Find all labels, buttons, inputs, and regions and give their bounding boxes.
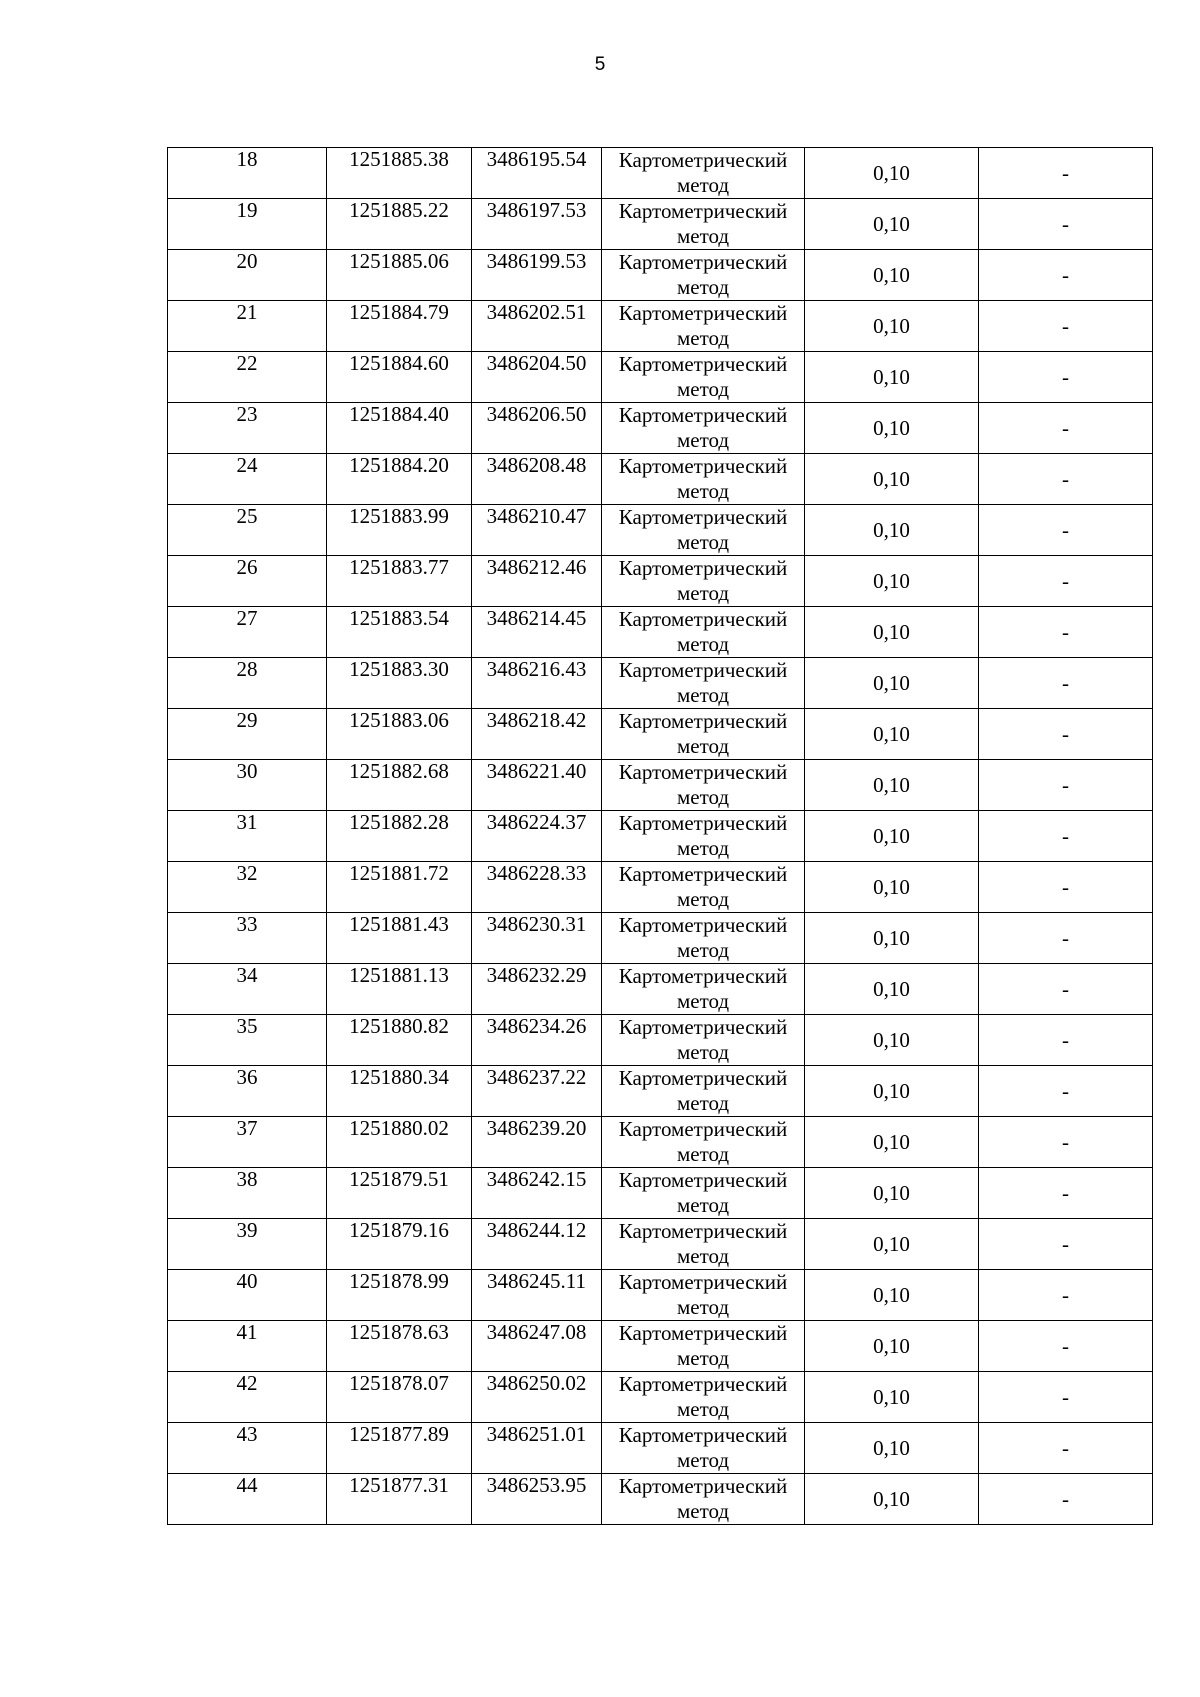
x-coordinate-cell: 1251878.99 xyxy=(327,1270,472,1321)
description-cell: - xyxy=(979,1219,1153,1270)
accuracy-cell: 0,10 xyxy=(805,352,979,403)
point-number-cell: 28 xyxy=(168,658,327,709)
y-coordinate-cell: 3486199.53 xyxy=(472,250,602,301)
point-number-cell: 21 xyxy=(168,301,327,352)
method-line-2: метод xyxy=(676,1091,730,1115)
y-coordinate-cell: 3486251.01 xyxy=(472,1423,602,1474)
method-line-1: Картометрический xyxy=(618,1372,788,1396)
method-cell xyxy=(602,1219,805,1270)
table-row xyxy=(168,148,1153,199)
description-cell: - xyxy=(979,352,1153,403)
description-cell: - xyxy=(979,1015,1153,1066)
x-coordinate-cell: 1251879.16 xyxy=(327,1219,472,1270)
method-line-1: Картометрический xyxy=(618,1117,788,1141)
y-coordinate-cell: 3486230.31 xyxy=(472,913,602,964)
x-coordinate-cell: 1251884.79 xyxy=(327,301,472,352)
method-cell xyxy=(602,658,805,709)
description-cell: - xyxy=(979,403,1153,454)
accuracy-cell: 0,10 xyxy=(805,913,979,964)
accuracy-cell: 0,10 xyxy=(805,1372,979,1423)
point-number-cell: 22 xyxy=(168,352,327,403)
description-cell: - xyxy=(979,709,1153,760)
method-line-2: метод xyxy=(676,1244,730,1268)
method-line-1: Картометрический xyxy=(618,862,788,886)
x-coordinate-cell: 1251885.06 xyxy=(327,250,472,301)
table-row xyxy=(168,1015,1153,1066)
y-coordinate-cell: 3486234.26 xyxy=(472,1015,602,1066)
method-line-2: метод xyxy=(676,173,730,197)
method-line-2: метод xyxy=(676,1142,730,1166)
method-line-2: метод xyxy=(676,887,730,911)
y-coordinate-cell: 3486206.50 xyxy=(472,403,602,454)
method-line-2: метод xyxy=(676,989,730,1013)
y-coordinate-cell: 3486197.53 xyxy=(472,199,602,250)
method-line-2: метод xyxy=(676,377,730,401)
table-row xyxy=(168,1117,1153,1168)
description-cell: - xyxy=(979,301,1153,352)
x-coordinate-cell: 1251881.72 xyxy=(327,862,472,913)
x-coordinate-cell: 1251884.40 xyxy=(327,403,472,454)
description-cell: - xyxy=(979,862,1153,913)
description-cell: - xyxy=(979,1474,1153,1525)
x-coordinate-cell: 1251884.20 xyxy=(327,454,472,505)
point-number-cell: 42 xyxy=(168,1372,327,1423)
table-row xyxy=(168,1219,1153,1270)
point-number-cell: 37 xyxy=(168,1117,327,1168)
x-coordinate-cell: 1251877.89 xyxy=(327,1423,472,1474)
y-coordinate-cell: 3486212.46 xyxy=(472,556,602,607)
point-number-cell: 24 xyxy=(168,454,327,505)
y-coordinate-cell: 3486195.54 xyxy=(472,148,602,199)
method-cell xyxy=(602,1168,805,1219)
accuracy-cell: 0,10 xyxy=(805,1015,979,1066)
method-line-2: метод xyxy=(676,275,730,299)
method-cell xyxy=(602,403,805,454)
method-line-2: метод xyxy=(676,938,730,962)
y-coordinate-cell: 3486244.12 xyxy=(472,1219,602,1270)
accuracy-cell: 0,10 xyxy=(805,454,979,505)
x-coordinate-cell: 1251877.31 xyxy=(327,1474,472,1525)
accuracy-cell: 0,10 xyxy=(805,1117,979,1168)
description-cell: - xyxy=(979,250,1153,301)
y-coordinate-cell: 3486247.08 xyxy=(472,1321,602,1372)
x-coordinate-cell: 1251883.30 xyxy=(327,658,472,709)
y-coordinate-cell: 3486239.20 xyxy=(472,1117,602,1168)
description-cell: - xyxy=(979,1270,1153,1321)
method-cell xyxy=(602,301,805,352)
table-row xyxy=(168,352,1153,403)
method-cell xyxy=(602,1321,805,1372)
method-line-1: Картометрический xyxy=(618,811,788,835)
method-line-1: Картометрический xyxy=(618,1015,788,1039)
accuracy-cell: 0,10 xyxy=(805,403,979,454)
x-coordinate-cell: 1251880.82 xyxy=(327,1015,472,1066)
description-cell: - xyxy=(979,1066,1153,1117)
coordinates-table xyxy=(167,147,1153,1525)
point-number-cell: 18 xyxy=(168,148,327,199)
method-line-2: метод xyxy=(676,224,730,248)
x-coordinate-cell: 1251881.43 xyxy=(327,913,472,964)
accuracy-cell: 0,10 xyxy=(805,1474,979,1525)
description-cell: - xyxy=(979,1117,1153,1168)
method-line-1: Картометрический xyxy=(618,403,788,427)
point-number-cell: 38 xyxy=(168,1168,327,1219)
method-cell xyxy=(602,505,805,556)
point-number-cell: 40 xyxy=(168,1270,327,1321)
method-cell xyxy=(602,607,805,658)
description-cell: - xyxy=(979,811,1153,862)
method-cell xyxy=(602,913,805,964)
table-row xyxy=(168,301,1153,352)
point-number-cell: 43 xyxy=(168,1423,327,1474)
table-row xyxy=(168,1168,1153,1219)
y-coordinate-cell: 3486228.33 xyxy=(472,862,602,913)
y-coordinate-cell: 3486210.47 xyxy=(472,505,602,556)
description-cell: - xyxy=(979,1321,1153,1372)
method-cell xyxy=(602,454,805,505)
table-row xyxy=(168,505,1153,556)
method-line-2: метод xyxy=(676,1295,730,1319)
method-line-1: Картометрический xyxy=(618,1474,788,1498)
method-line-1: Картометрический xyxy=(618,199,788,223)
point-number-cell: 25 xyxy=(168,505,327,556)
page-number: 5 xyxy=(594,54,606,75)
accuracy-cell: 0,10 xyxy=(805,148,979,199)
method-line-1: Картометрический xyxy=(618,1168,788,1192)
y-coordinate-cell: 3486221.40 xyxy=(472,760,602,811)
method-line-1: Картометрический xyxy=(618,352,788,376)
method-cell xyxy=(602,1066,805,1117)
description-cell: - xyxy=(979,1168,1153,1219)
method-cell xyxy=(602,199,805,250)
x-coordinate-cell: 1251880.02 xyxy=(327,1117,472,1168)
accuracy-cell: 0,10 xyxy=(805,1423,979,1474)
x-coordinate-cell: 1251883.54 xyxy=(327,607,472,658)
method-cell xyxy=(602,352,805,403)
point-number-cell: 41 xyxy=(168,1321,327,1372)
method-line-1: Картометрический xyxy=(618,913,788,937)
point-number-cell: 39 xyxy=(168,1219,327,1270)
accuracy-cell: 0,10 xyxy=(805,250,979,301)
method-cell xyxy=(602,1270,805,1321)
method-cell xyxy=(602,760,805,811)
y-coordinate-cell: 3486204.50 xyxy=(472,352,602,403)
x-coordinate-cell: 1251883.99 xyxy=(327,505,472,556)
method-cell xyxy=(602,148,805,199)
method-line-2: метод xyxy=(676,632,730,656)
accuracy-cell: 0,10 xyxy=(805,556,979,607)
accuracy-cell: 0,10 xyxy=(805,709,979,760)
method-line-2: метод xyxy=(676,1448,730,1472)
accuracy-cell: 0,10 xyxy=(805,199,979,250)
accuracy-cell: 0,10 xyxy=(805,964,979,1015)
method-line-2: метод xyxy=(676,1346,730,1370)
accuracy-cell: 0,10 xyxy=(805,862,979,913)
description-cell: - xyxy=(979,556,1153,607)
point-number-cell: 31 xyxy=(168,811,327,862)
method-line-2: метод xyxy=(676,734,730,758)
description-cell: - xyxy=(979,607,1153,658)
point-number-cell: 29 xyxy=(168,709,327,760)
method-line-1: Картометрический xyxy=(618,964,788,988)
method-cell xyxy=(602,1117,805,1168)
table-row xyxy=(168,862,1153,913)
method-line-1: Картометрический xyxy=(618,760,788,784)
accuracy-cell: 0,10 xyxy=(805,1219,979,1270)
point-number-cell: 30 xyxy=(168,760,327,811)
x-coordinate-cell: 1251880.34 xyxy=(327,1066,472,1117)
y-coordinate-cell: 3486245.11 xyxy=(472,1270,602,1321)
accuracy-cell: 0,10 xyxy=(805,1270,979,1321)
method-line-1: Картометрический xyxy=(618,1321,788,1345)
accuracy-cell: 0,10 xyxy=(805,658,979,709)
description-cell: - xyxy=(979,913,1153,964)
method-line-1: Картометрический xyxy=(618,607,788,631)
point-number-cell: 20 xyxy=(168,250,327,301)
method-line-1: Картометрический xyxy=(618,1423,788,1447)
table-row xyxy=(168,1372,1153,1423)
method-line-1: Картометрический xyxy=(618,250,788,274)
table-row xyxy=(168,1423,1153,1474)
x-coordinate-cell: 1251882.68 xyxy=(327,760,472,811)
method-line-2: метод xyxy=(676,785,730,809)
point-number-cell: 36 xyxy=(168,1066,327,1117)
point-number-cell: 19 xyxy=(168,199,327,250)
y-coordinate-cell: 3486237.22 xyxy=(472,1066,602,1117)
x-coordinate-cell: 1251885.38 xyxy=(327,148,472,199)
x-coordinate-cell: 1251878.63 xyxy=(327,1321,472,1372)
table-row xyxy=(168,403,1153,454)
description-cell: - xyxy=(979,199,1153,250)
accuracy-cell: 0,10 xyxy=(805,1066,979,1117)
y-coordinate-cell: 3486214.45 xyxy=(472,607,602,658)
accuracy-cell: 0,10 xyxy=(805,760,979,811)
y-coordinate-cell: 3486253.95 xyxy=(472,1474,602,1525)
y-coordinate-cell: 3486216.43 xyxy=(472,658,602,709)
x-coordinate-cell: 1251883.06 xyxy=(327,709,472,760)
description-cell: - xyxy=(979,658,1153,709)
point-number-cell: 34 xyxy=(168,964,327,1015)
method-line-1: Картометрический xyxy=(618,454,788,478)
method-line-2: метод xyxy=(676,836,730,860)
method-line-1: Картометрический xyxy=(618,556,788,580)
method-line-1: Картометрический xyxy=(618,709,788,733)
table-row xyxy=(168,250,1153,301)
table-body xyxy=(168,148,1153,1525)
method-line-1: Картометрический xyxy=(618,1219,788,1243)
method-line-1: Картометрический xyxy=(618,301,788,325)
method-cell xyxy=(602,964,805,1015)
method-line-2: метод xyxy=(676,479,730,503)
method-line-2: метод xyxy=(676,530,730,554)
method-cell xyxy=(602,250,805,301)
method-cell xyxy=(602,862,805,913)
accuracy-cell: 0,10 xyxy=(805,811,979,862)
y-coordinate-cell: 3486208.48 xyxy=(472,454,602,505)
x-coordinate-cell: 1251879.51 xyxy=(327,1168,472,1219)
accuracy-cell: 0,10 xyxy=(805,505,979,556)
method-line-1: Картометрический xyxy=(618,1066,788,1090)
method-line-2: метод xyxy=(676,1499,730,1523)
method-cell xyxy=(602,1423,805,1474)
method-line-2: метод xyxy=(676,1397,730,1421)
description-cell: - xyxy=(979,148,1153,199)
point-number-cell: 35 xyxy=(168,1015,327,1066)
description-cell: - xyxy=(979,1372,1153,1423)
method-cell xyxy=(602,811,805,862)
x-coordinate-cell: 1251883.77 xyxy=(327,556,472,607)
x-coordinate-cell: 1251878.07 xyxy=(327,1372,472,1423)
y-coordinate-cell: 3486202.51 xyxy=(472,301,602,352)
method-line-2: метод xyxy=(676,428,730,452)
point-number-cell: 27 xyxy=(168,607,327,658)
method-cell xyxy=(602,709,805,760)
table-row xyxy=(168,760,1153,811)
table-row xyxy=(168,454,1153,505)
table-row xyxy=(168,199,1153,250)
table-row xyxy=(168,964,1153,1015)
method-line-1: Картометрический xyxy=(618,1270,788,1294)
method-line-2: метод xyxy=(676,581,730,605)
y-coordinate-cell: 3486232.29 xyxy=(472,964,602,1015)
table-row xyxy=(168,1270,1153,1321)
method-line-1: Картометрический xyxy=(618,148,788,172)
method-line-2: метод xyxy=(676,683,730,707)
y-coordinate-cell: 3486218.42 xyxy=(472,709,602,760)
table-row xyxy=(168,1474,1153,1525)
table-row xyxy=(168,1321,1153,1372)
method-cell xyxy=(602,556,805,607)
x-coordinate-cell: 1251882.28 xyxy=(327,811,472,862)
y-coordinate-cell: 3486242.15 xyxy=(472,1168,602,1219)
method-line-1: Картометрический xyxy=(618,505,788,529)
description-cell: - xyxy=(979,454,1153,505)
x-coordinate-cell: 1251881.13 xyxy=(327,964,472,1015)
method-line-2: метод xyxy=(676,1040,730,1064)
description-cell: - xyxy=(979,964,1153,1015)
point-number-cell: 33 xyxy=(168,913,327,964)
accuracy-cell: 0,10 xyxy=(805,607,979,658)
table-row xyxy=(168,607,1153,658)
method-line-1: Картометрический xyxy=(618,658,788,682)
point-number-cell: 44 xyxy=(168,1474,327,1525)
method-line-2: метод xyxy=(676,326,730,350)
table-row xyxy=(168,556,1153,607)
y-coordinate-cell: 3486224.37 xyxy=(472,811,602,862)
table-row xyxy=(168,1066,1153,1117)
table-row xyxy=(168,709,1153,760)
method-cell xyxy=(602,1015,805,1066)
method-cell xyxy=(602,1372,805,1423)
x-coordinate-cell: 1251884.60 xyxy=(327,352,472,403)
accuracy-cell: 0,10 xyxy=(805,301,979,352)
method-cell xyxy=(602,1474,805,1525)
table-row xyxy=(168,811,1153,862)
method-line-2: метод xyxy=(676,1193,730,1217)
point-number-cell: 32 xyxy=(168,862,327,913)
description-cell: - xyxy=(979,505,1153,556)
table-row xyxy=(168,658,1153,709)
description-cell: - xyxy=(979,760,1153,811)
y-coordinate-cell: 3486250.02 xyxy=(472,1372,602,1423)
point-number-cell: 26 xyxy=(168,556,327,607)
description-cell: - xyxy=(979,1423,1153,1474)
accuracy-cell: 0,10 xyxy=(805,1168,979,1219)
table-row xyxy=(168,913,1153,964)
point-number-cell: 23 xyxy=(168,403,327,454)
accuracy-cell: 0,10 xyxy=(805,1321,979,1372)
x-coordinate-cell: 1251885.22 xyxy=(327,199,472,250)
